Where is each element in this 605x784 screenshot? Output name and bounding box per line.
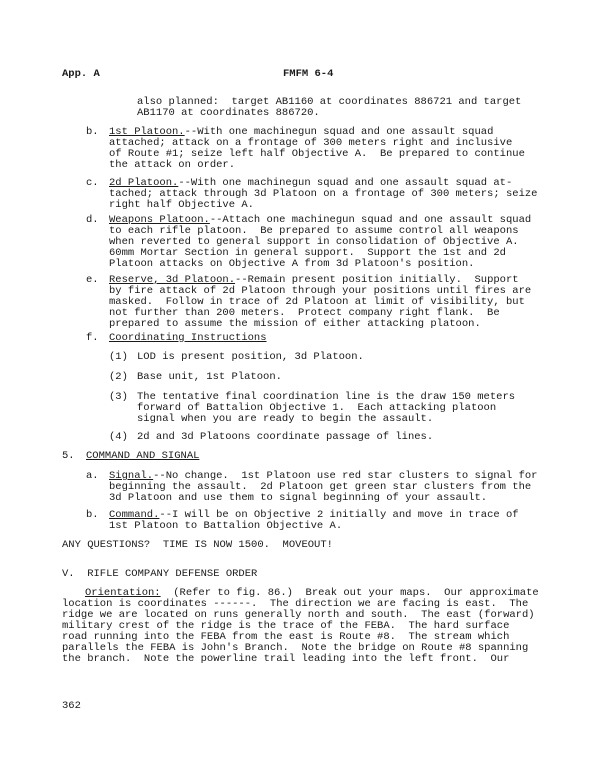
- item-b-marker: b.: [86, 126, 99, 138]
- item-f3-text: The tentative final coordination line is the draw 150 meters forward of Battalion Objective 1. Each attacking platoon signal when you are ready to begin the assault.: [137, 391, 516, 425]
- item-f1-text: LOD is present position, 3d Platoon.: [137, 351, 364, 363]
- item-5a-body: --No change. 1st Platoon use red star clusters to signal for beginning the assault. 2d Platoon get green star clusters from the 3d Platoon and use them to signal beginning of your assault.: [109, 470, 538, 504]
- orientation-body: (Refer to fig. 86.) Break out your maps. Our approximate location is coordinates ------. The direction we are facing is east. The ridge we are located on runs generally north and south. The east (forward) military crest of the ridge is the trace of the FEBA. The hard surface road running into the FEBA from the east is Route #8. The stream which parallels the FEBA is John's Branch. Note the bridge on Route #8 spanning the branch. Note the powerline trail leading into the left front. Our: [62, 587, 539, 665]
- item-f-heading: Coordinating Instructions: [109, 332, 267, 344]
- item-f2-text: Base unit, 1st Platoon.: [137, 371, 282, 383]
- item-f4-text: 2d and 3d Platoons coordinate passage of lines.: [137, 431, 434, 443]
- item-5b: [109, 510, 519, 532]
- section-5-heading: COMMAND AND SIGNAL: [86, 450, 200, 462]
- section-title: V. RIFLE COMPANY DEFENSE ORDER: [62, 568, 258, 580]
- item-b-heading: 1st Platoon.: [109, 126, 185, 138]
- item-e-body: --Remain present position initially. Support by fire attack of 2d Platoon through your positions until fires are masked. Follow in trace of 2d Platoon at limit of visibility, but not further than 200 meters. Protect company right flank. Be prepared to assume the mission of either attacking platoon.: [109, 274, 532, 330]
- item-f1-marker: (1): [109, 351, 128, 363]
- section-5-marker: 5.: [62, 450, 75, 462]
- item-f-marker: f.: [86, 332, 99, 344]
- item-c-marker: c.: [86, 177, 99, 189]
- item-e: [109, 275, 531, 330]
- item-c: [109, 178, 537, 211]
- item-b: [109, 127, 525, 171]
- item-d-body: --Attach one machinegun squad and one assault squad to each rifle platoon. Be prepared to assume control all weapons when reverted to general support in consolidation of Objective A. 60mm Mortar Section in general support. Support the 1st and 2d Platoon attacks on Objective A from 3d Platoon's position.: [109, 214, 532, 270]
- item-e-heading: Reserve, 3d Platoon.: [109, 274, 236, 286]
- orientation-heading: Orientation:: [85, 587, 161, 599]
- item-e-marker: e.: [86, 274, 99, 286]
- header-center: FMFM 6-4: [283, 68, 334, 80]
- item-5b-body: --I will be on Objective 2 initially and move in trace of 1st Platoon to Battalion Objective A.: [109, 509, 519, 532]
- item-5b-heading: Command.: [109, 509, 160, 521]
- item-5a-heading: Signal.: [109, 470, 154, 482]
- orientation-paragraph: [62, 588, 539, 665]
- page-number: 362: [62, 700, 81, 712]
- item-5a-marker: a.: [86, 470, 99, 482]
- item-5a: [109, 471, 537, 504]
- item-d: [109, 215, 531, 270]
- item-d-heading: Weapons Platoon.: [109, 214, 210, 226]
- header-left: App. A: [62, 68, 100, 80]
- item-5b-marker: b.: [86, 509, 99, 521]
- item-c-heading: 2d Platoon.: [109, 177, 179, 189]
- continued-text: also planned: target AB1160 at coordinates 886721 and target AB1170 at coordinates 886720.: [137, 96, 522, 119]
- item-b-body: --With one machinegun squad and one assault squad attached; attack on a frontage of 300 meters right and inclusive of Route #1; seize left half Objective A. Be prepared to continue the attack on order.: [109, 126, 525, 171]
- item-f4-marker: (4): [109, 431, 128, 443]
- item-d-marker: d.: [86, 214, 99, 226]
- item-f2-marker: (2): [109, 371, 128, 383]
- questions-line: ANY QUESTIONS? TIME IS NOW 1500. MOVEOUT!: [62, 539, 333, 551]
- item-c-body: --With one machinegun squad and one assault squad at- tached; attack through 3d Platoon on a frontage of 300 meters; seize right half Objective A.: [109, 177, 538, 211]
- item-f3-marker: (3): [109, 391, 128, 403]
